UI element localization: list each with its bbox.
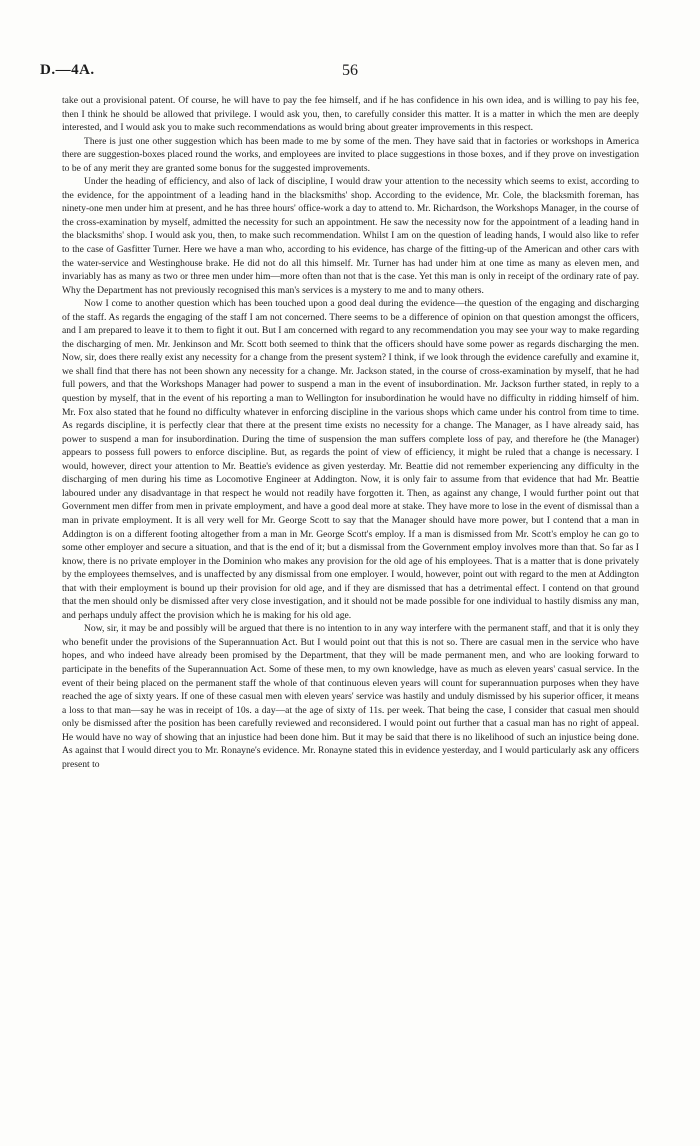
paragraph: There is just one other suggestion which has been made to me by some of the men. They have said that in factories or workshops in America there are suggestion-boxes placed round the works, and employees are invited to place suggestions in those boxes, and if they prove on investigation to be of any merit they are granted some bonus for the suggested improvements. xyxy=(62,135,639,174)
paragraph: Under the heading of efficiency, and also of lack of discipline, I would draw your attention to the necessity which seems to exist, according to the evidence, for the appointment of a leading hand in the blacksmiths' shop. According to the evidence, Mr. Cole, the blacksmith foreman, has ninety-one men under him at present, and he has three hours' office-work a day to attend to. Mr. Richardson, the Workshops Manager, in the course of the cross-examination by myself, admitted the necessity for such an appointment. He saw the necessity now for the appointment of a leading hand in the blacksmiths' shop. I would ask you, then, to make such recommendation. Whilst I am on the question of leading hands, I would also like to refer to the case of Gasfitter Turner. Here we have a man who, according to his evidence, has charge of the fitting-up of the American and other cars with the water-service and Westinghouse brake. He did not do all this himself. Mr. Turner has had under him at one time as many as eleven men, and invariably has as many as two or three men under him—more often than not that is the case. Yet this man is only in receipt of the ordinary rate of pay. Why the Department has not previously recognised this man's services is a mystery to me and to many others. xyxy=(62,176,639,296)
paragraph: Now I come to another question which has been touched upon a good deal during the evidence—the question of the engaging and discharging of the staff. As regards the engaging of the staff I am not concerned. There seems to be a difference of opinion on that question amongst the officers, and I am prepared to leave it to them to fight it out. But I am concerned with regard to any recommendation you may see your way to make regarding the discharging of men. Mr. Jenkinson and Mr. Scott both seemed to think that the officers should have some power as regards discharging the men. Now, sir, does there really exist any necessity for a change from the present system? I think, if we look through the evidence carefully and examine it, we shall find that there has not been shown any necessity for a change. Mr. Jackson stated, in the course of cross-examination by myself, that he had full powers, and that the Workshops Manager had power to suspend a man in the event of insubordination. Mr. Jackson further stated, in reply to a question by myself, that in the event of his reporting a man to Wellington for insubordination he would have no difficulty in ridding himself of him. Mr. Fox also stated that he found no difficulty whatever in enforcing discipline in the various shops which came under his control from time to time. As regards discipline, it is perfectly clear that there at the present time exists no necessity for a change. The Manager, as I have already said, has power to suspend a man for insubordination. During the time of suspension the man suffers complete loss of pay, and therefore he (the Manager) appears to possess full powers to enforce discipline. But, as regards the point of view of efficiency, it might be ruled that a change is necessary. I would, however, direct your attention to Mr. Beattie's evidence as given yesterday. Mr. Beattie did not remember experiencing any difficulty in the discharging of men during his time as Locomotive Engineer at Addington. Now, it is only fair to assume from that evidence that had Mr. Beattie laboured under any disadvantage in that respect he would not readily have forgotten it. Then, as against any change, I would further point out that Government men differ from men in private employment, and have a good deal more at stake. They have more to lose in the event of dismissal than a man in private employment. It is all very well for Mr. George Scott to say that the Manager should have more power, but I contend that a man in Addington is on a different footing altogether from a man in Mr. George Scott's employ. If a man is dismissed from Mr. Scott's employ he can go to some other employer and secure a situation, and that is the end of it; but a dismissal from the Government employ involves more than that. So far as I know, there is no private employer in the Dominion who makes any provision for the old age of his employees. That is a matter that is done privately by the employees themselves, and is unaffected by any dismissal from one employer. I would, however, point out with regard to the men at Addington that with their employment is bound up their provision for old age, and if they are dismissed that has a detrimental effect. I contend on that ground that the men should only be dismissed after very close investigation, and it should not be made possible for one individual to hastily dismiss any man, and perhaps unduly affect the provision which he is making for his old age. xyxy=(62,298,639,621)
body-text xyxy=(62,94,639,771)
paragraph: take out a provisional patent. Of course, he will have to pay the fee himself, and if he has confidence in his own idea, and is willing to pay his fee, then I think he should be allowed that privilege. I would ask you, then, to carefully consider this matter. It is a matter in which the men are deeply interested, and I would ask you to make such recommendations as would bring about greater improvements in this respect. xyxy=(62,95,639,134)
page-number: 56 xyxy=(342,62,358,79)
document-reference: D.—4A. xyxy=(40,62,95,78)
page-header xyxy=(40,62,660,82)
paragraph: Now, sir, it may be and possibly will be argued that there is no intention to in any way interfere with the permanent staff, and that it is only they who benefit under the provisions of the Superannuation Act. But I would point out that this is not so. There are casual men in the service who have hopes, and who indeed have already been promised by the Department, that they will be made permanent men, and who are looking forward to participate in the benefits of the Superannuation Act. Some of these men, to my own knowledge, have as much as eleven years' casual service. In the event of their being placed on the permanent staff the whole of that continuous eleven years will count for superannuation purposes when they have reached the age of sixty years. If one of these casual men with eleven years' service was hastily and unduly dismissed by his superior officer, it means a loss to that man—say he was in receipt of 10s. a day—at the age of sixty of 11s. per week. That being the case, I consider that casual men should only be dismissed after the position has been carefully reviewed and reconsidered. I would point out further that a casual man has no right of appeal. He would have no way of showing that an injustice had been done him. But it may be said that there is no likelihood of such an injustice being done. As against that I would direct you to Mr. Ronayne's evidence. Mr. Ronayne stated this in evidence yesterday, and I would particularly ask any officers present to xyxy=(62,623,639,770)
